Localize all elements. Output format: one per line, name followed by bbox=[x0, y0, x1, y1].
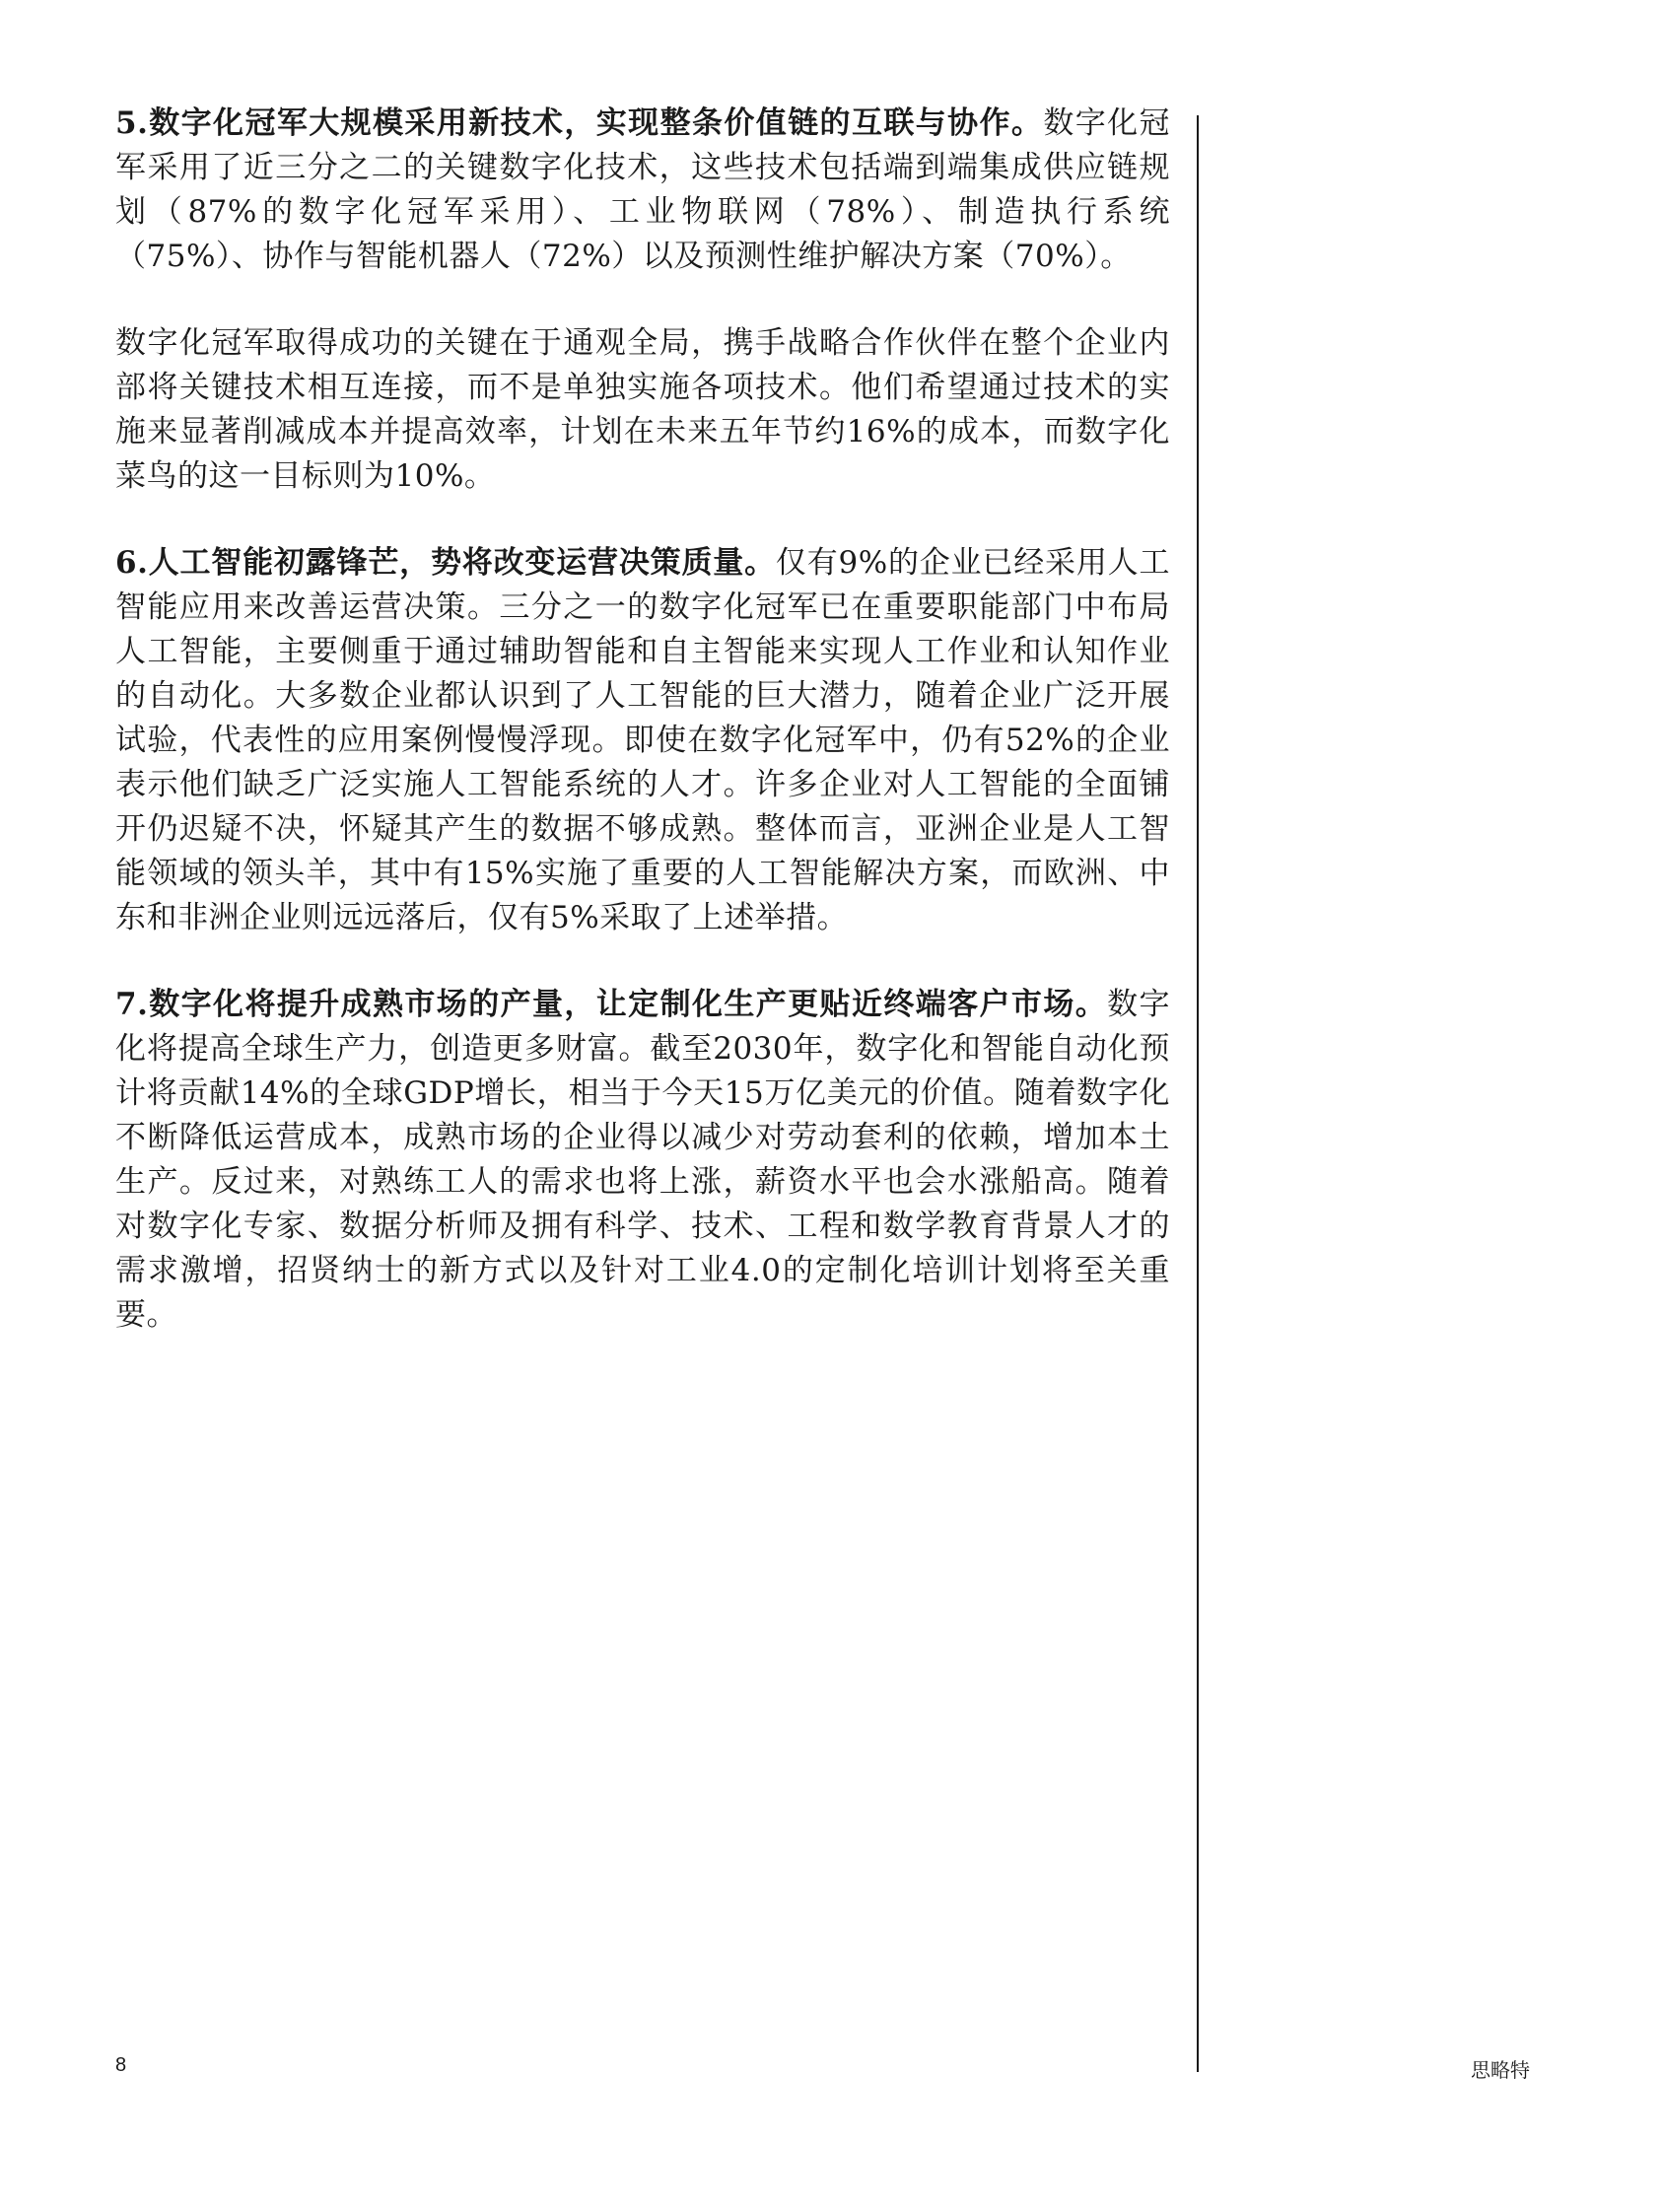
paragraph-holistic-approach bbox=[115, 321, 1170, 499]
paragraph-body: 数字化冠军采用了近三分之二的关键数字化技术，这些技术包括端到端集成供应链规划（87%的数字化冠军采用）、工业物联网（78%）、制造执行系统（75%）、协作与智能机器人（72%）以及预测性维护解决方案（70%）。 bbox=[115, 105, 1171, 274]
paragraph-body: 数字化冠军取得成功的关键在于通观全局，携手战略合作伙伴在整个企业内部将关键技术相互连接，而不是单独实施各项技术。他们希望通过技术的实施来显著削减成本并提高效率，计划在未来五年节约16%的成本，而数字化菜鸟的这一目标则为10%。 bbox=[115, 325, 1170, 494]
footer-brand: 思略特 bbox=[1471, 2058, 1530, 2082]
paragraph-mature-markets bbox=[115, 983, 1170, 1338]
page-number: 8 bbox=[115, 2054, 127, 2076]
paragraph-body: 数字化将提高全球生产力，创造更多财富。截至2030年，数字化和智能自动化预计将贡献14%的全球GDP增长，相当于今天15万亿美元的价值。随着数字化不断降低运营成本，成熟市场的企业得以减少对劳动套利的依赖，增加本土生产。反过来，对熟练工人的需求也将上涨，薪资水平也会水涨船高。随着对数字化专家、数据分析师及拥有科学、技术、工程和数学教育背景人才的需求激增，招贤纳士的新方式以及针对工业4.0的定制化培训计划将至关重要。 bbox=[115, 987, 1171, 1333]
paragraph-body: 仅有9%的企业已经采用人工智能应用来改善运营决策。三分之一的数字化冠军已在重要职能部门中布局人工智能，主要侧重于通过辅助智能和自主智能来实现人工作业和认知作业的自动化。大多数企业都认识到了人工智能的巨大潜力，随着企业广泛开展试验，代表性的应用案例慢慢浮现。即使在数字化冠军中，仍有52%的企业表示他们缺乏广泛实施人工智能系统的人才。许多企业对人工智能的全面铺开仍迟疑不决，怀疑其产生的数据不够成熟。整体而言，亚洲企业是人工智能领域的领头羊，其中有15%实施了重要的人工智能解决方案，而欧洲、中东和非洲企业则远远落后，仅有5%采取了上述举措。 bbox=[115, 545, 1170, 935]
paragraph-digital-champions-tech bbox=[115, 102, 1170, 279]
main-text-column bbox=[115, 102, 1170, 1380]
paragraph-lead: 7.数字化将提升成熟市场的产量，让定制化生产更贴近终端客户市场。 bbox=[115, 987, 1108, 1022]
paragraph-lead: 6.人工智能初露锋芒，势将改变运营决策质量。 bbox=[115, 545, 776, 581]
paragraph-ai bbox=[115, 541, 1170, 940]
column-divider bbox=[1197, 115, 1199, 2072]
paragraph-lead: 5.数字化冠军大规模采用新技术，实现整条价值链的互联与协作。 bbox=[115, 105, 1044, 141]
